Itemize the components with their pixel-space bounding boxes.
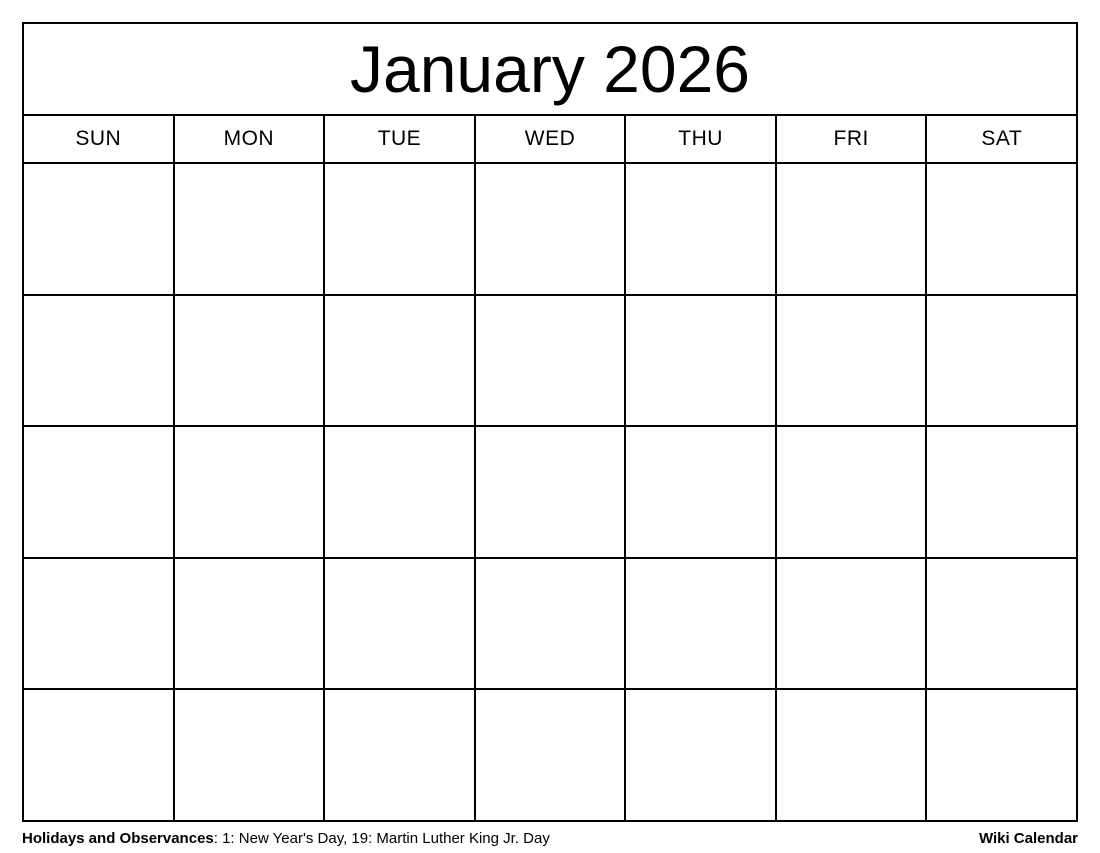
day-cell[interactable] — [325, 427, 476, 557]
weekday-header-tue: TUE — [325, 116, 476, 162]
day-cell[interactable] — [175, 559, 326, 689]
day-cell[interactable] — [24, 559, 175, 689]
page-title: January 2026 — [350, 32, 750, 106]
weekday-header-sun: SUN — [24, 116, 175, 162]
day-cell[interactable] — [175, 164, 326, 294]
weekday-header-wed: WED — [476, 116, 627, 162]
week-row — [24, 164, 1076, 296]
day-cell[interactable] — [626, 690, 777, 820]
week-row — [24, 559, 1076, 691]
day-cell[interactable] — [175, 427, 326, 557]
day-cell[interactable] — [777, 559, 928, 689]
day-cell[interactable] — [626, 559, 777, 689]
weekday-header-row — [24, 116, 1076, 164]
day-cell[interactable] — [927, 296, 1076, 426]
day-cell[interactable] — [175, 690, 326, 820]
day-cell[interactable] — [24, 296, 175, 426]
holidays-note — [22, 830, 550, 847]
day-cell[interactable] — [325, 164, 476, 294]
day-cell[interactable] — [476, 164, 627, 294]
day-cell[interactable] — [927, 559, 1076, 689]
day-cell[interactable] — [325, 559, 476, 689]
day-cell[interactable] — [175, 296, 326, 426]
calendar-weeks — [24, 164, 1076, 820]
day-cell[interactable] — [927, 690, 1076, 820]
day-cell[interactable] — [476, 690, 627, 820]
holidays-list: 1: New Year's Day, 19: Martin Luther King Jr. Day — [222, 829, 550, 847]
brand-label: Wiki Calendar — [978, 829, 1078, 847]
calendar-title-bar — [24, 24, 1076, 116]
day-cell[interactable] — [325, 690, 476, 820]
calendar-footer — [22, 826, 1078, 850]
calendar-grid — [22, 22, 1078, 822]
holidays-label: Holidays and Observances — [22, 829, 214, 847]
week-row — [24, 690, 1076, 820]
day-cell[interactable] — [927, 164, 1076, 294]
day-cell[interactable] — [325, 296, 476, 426]
weekday-header-sat: SAT — [981, 127, 1023, 150]
day-cell[interactable] — [476, 427, 627, 557]
day-cell[interactable] — [777, 690, 928, 820]
day-cell[interactable] — [476, 296, 627, 426]
day-cell[interactable] — [777, 296, 928, 426]
day-cell[interactable] — [476, 559, 627, 689]
day-cell[interactable] — [777, 427, 928, 557]
week-row — [24, 296, 1076, 428]
weekday-header-fri: FRI — [777, 116, 928, 162]
day-cell[interactable] — [927, 427, 1076, 557]
weekday-header-thu: THU — [626, 116, 777, 162]
day-cell[interactable] — [24, 690, 175, 820]
day-cell[interactable] — [24, 164, 175, 294]
day-cell[interactable] — [626, 296, 777, 426]
week-row — [24, 427, 1076, 559]
day-cell[interactable] — [24, 427, 175, 557]
holidays-separator: : — [213, 829, 223, 847]
day-cell[interactable] — [626, 164, 777, 294]
day-cell[interactable] — [777, 164, 928, 294]
day-cell[interactable] — [626, 427, 777, 557]
weekday-header-mon: MON — [175, 116, 326, 162]
